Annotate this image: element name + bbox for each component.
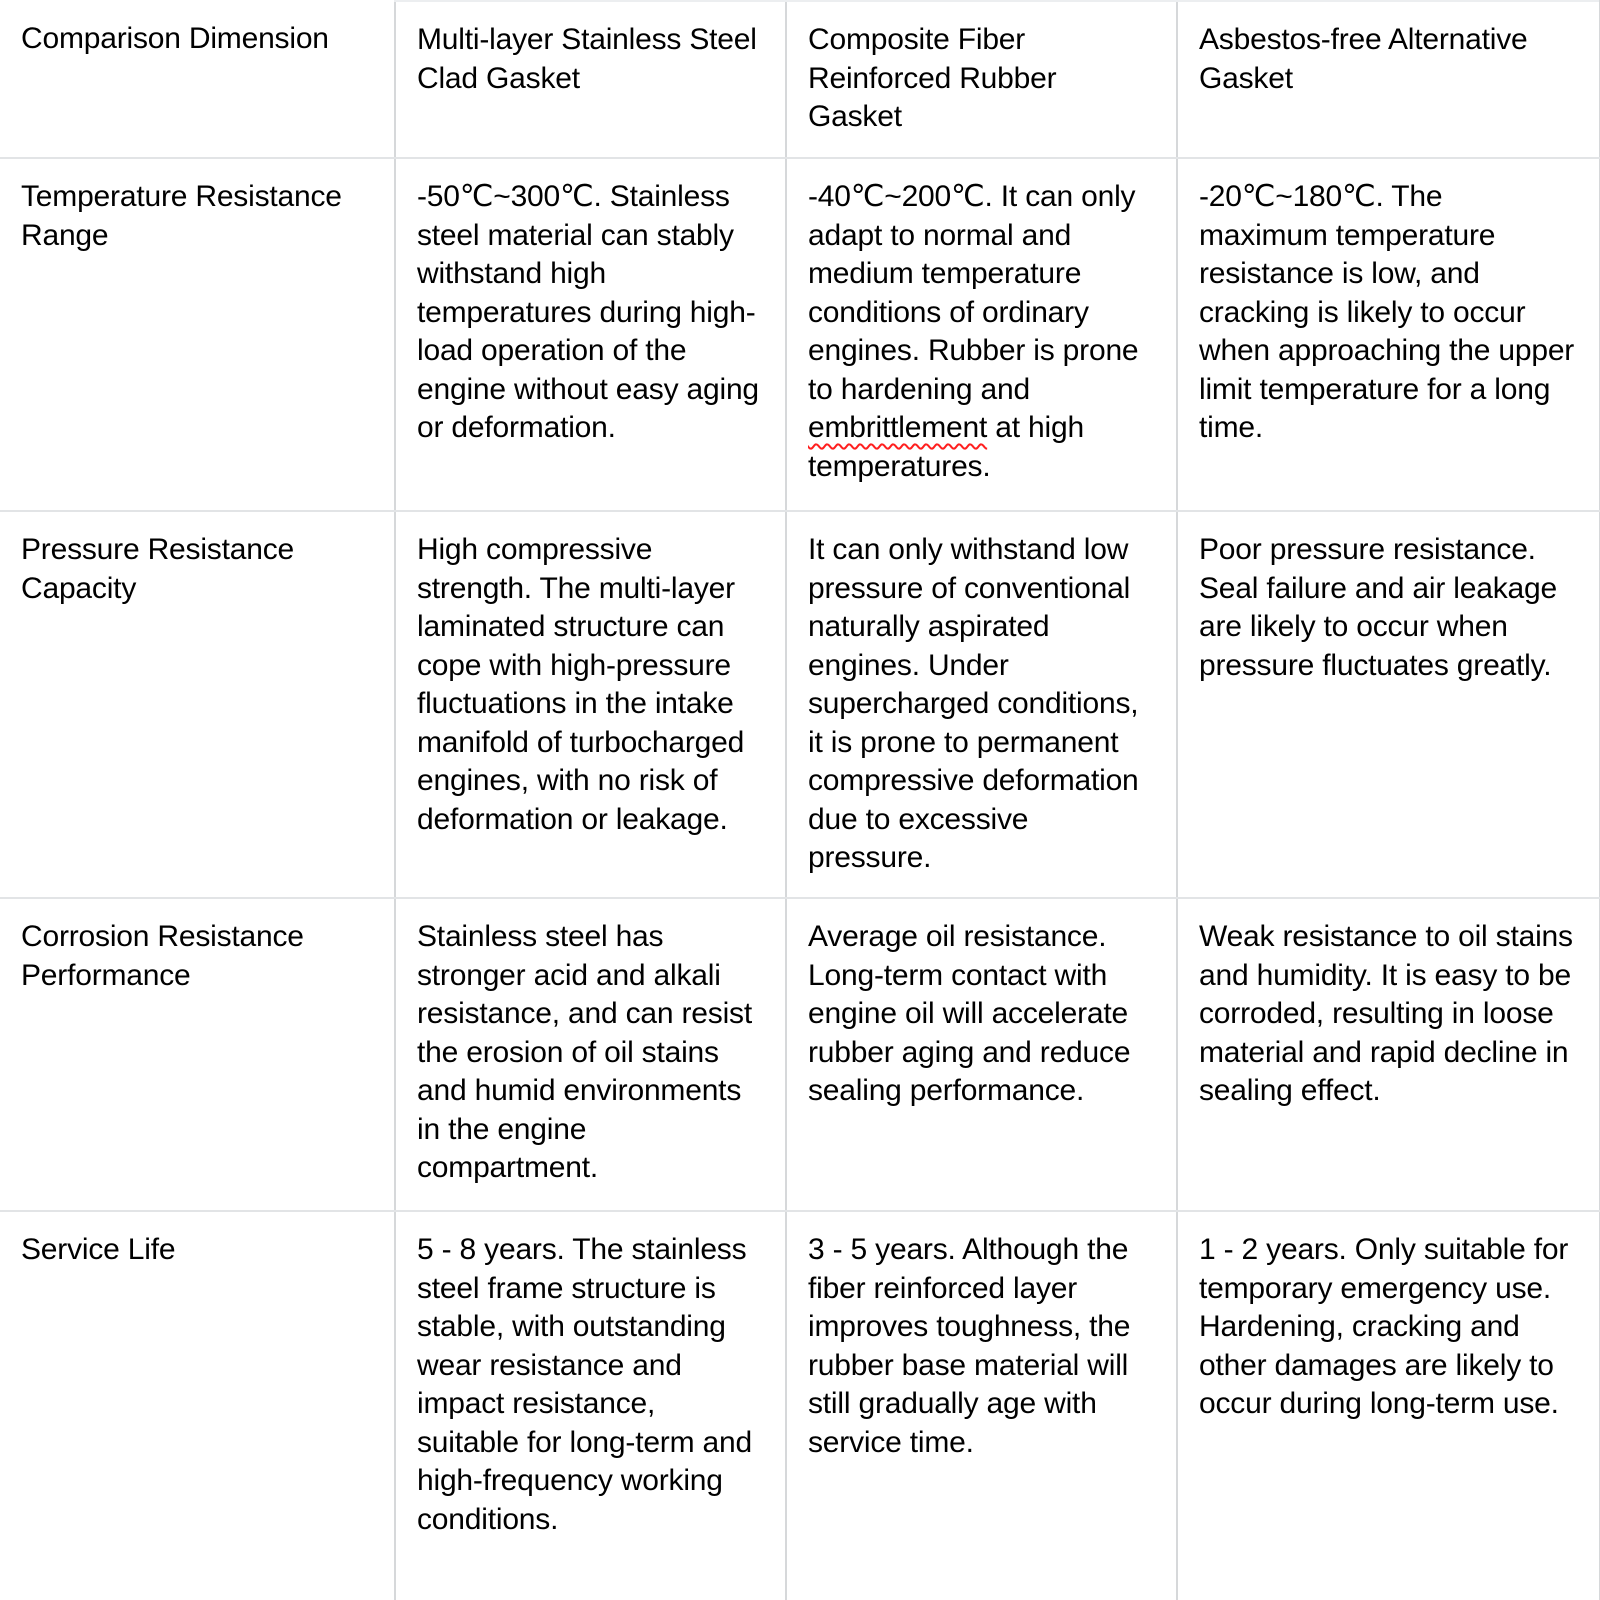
header-cell-asbestos-free-gasket: Asbestos-free Alternative Gasket xyxy=(1177,1,1600,158)
row-service-life xyxy=(0,1211,1600,1600)
cell-corrosion-dimension: Corrosion Resistance Performance xyxy=(0,898,395,1211)
row-pressure-resistance-capacity xyxy=(0,511,1600,898)
cell-temperature-asbestos: -20℃~180℃. The maximum temperature resistance is low, and cracking is likely to occur when approaching the upper limit temperature for a long time. xyxy=(1177,158,1600,511)
row-corrosion-resistance-performance xyxy=(0,898,1600,1211)
header-row xyxy=(0,1,1600,158)
header-cell-comparison-dimension: Comparison Dimension xyxy=(0,1,395,158)
cell-pressure-asbestos: Poor pressure resistance. Seal failure and air leakage are likely to occur when pressure fluctuates greatly. xyxy=(1177,511,1600,898)
cell-text-before-misspelling: -40℃~200℃. It can only adapt to normal and medium temperature conditions of ordinary engines. Rubber is prone to hardening and xyxy=(808,180,1139,406)
misspelled-word-embrittlement: embrittlement xyxy=(808,411,988,444)
cell-corrosion-stainless: Stainless steel has stronger acid and alkali resistance, and can resist the erosion of oil stains and humid environments in the engine compartment. xyxy=(395,898,786,1211)
cell-service-life-dimension: Service Life xyxy=(0,1211,395,1600)
cell-pressure-stainless: High compressive strength. The multi-layer laminated structure can cope with high-pressure fluctuations in the intake manifold of turbocharged engines, with no risk of deformation or leakage. xyxy=(395,511,786,898)
cell-pressure-rubber: It can only withstand low pressure of conventional naturally aspirated engines. Under supercharged conditions, it is prone to permanent compressive deformation due to excessive pressure. xyxy=(786,511,1177,898)
cell-service-life-asbestos: 1 - 2 years. Only suitable for temporary emergency use. Hardening, cracking and other damages are likely to occur during long-term use. xyxy=(1177,1211,1600,1600)
header-cell-stainless-gasket: Multi-layer Stainless Steel Clad Gasket xyxy=(395,1,786,158)
cell-temperature-dimension: Temperature Resistance Range xyxy=(0,158,395,511)
cell-corrosion-rubber: Average oil resistance. Long-term contact with engine oil will accelerate rubber aging and reduce sealing performance. xyxy=(786,898,1177,1211)
cell-text-after-misspelling: at high temperatures. xyxy=(808,411,1084,483)
row-temperature-resistance-range xyxy=(0,158,1600,511)
cell-temperature-rubber xyxy=(786,158,1177,511)
cell-service-life-stainless: 5 - 8 years. The stainless steel frame structure is stable, with outstanding wear resistance and impact resistance, suitable for long-term and high-frequency working conditions. xyxy=(395,1211,786,1600)
cell-pressure-dimension: Pressure Resistance Capacity xyxy=(0,511,395,898)
header-cell-rubber-gasket: Composite Fiber Reinforced Rubber Gasket xyxy=(786,1,1177,158)
cell-corrosion-asbestos: Weak resistance to oil stains and humidity. It is easy to be corroded, resulting in loose material and rapid decline in sealing effect. xyxy=(1177,898,1600,1211)
cell-service-life-rubber: 3 - 5 years. Although the fiber reinforced layer improves toughness, the rubber base material will still gradually age with service time. xyxy=(786,1211,1177,1600)
cell-temperature-stainless: -50℃~300℃. Stainless steel material can stably withstand high temperatures during high-load operation of the engine without easy aging or deformation. xyxy=(395,158,786,511)
